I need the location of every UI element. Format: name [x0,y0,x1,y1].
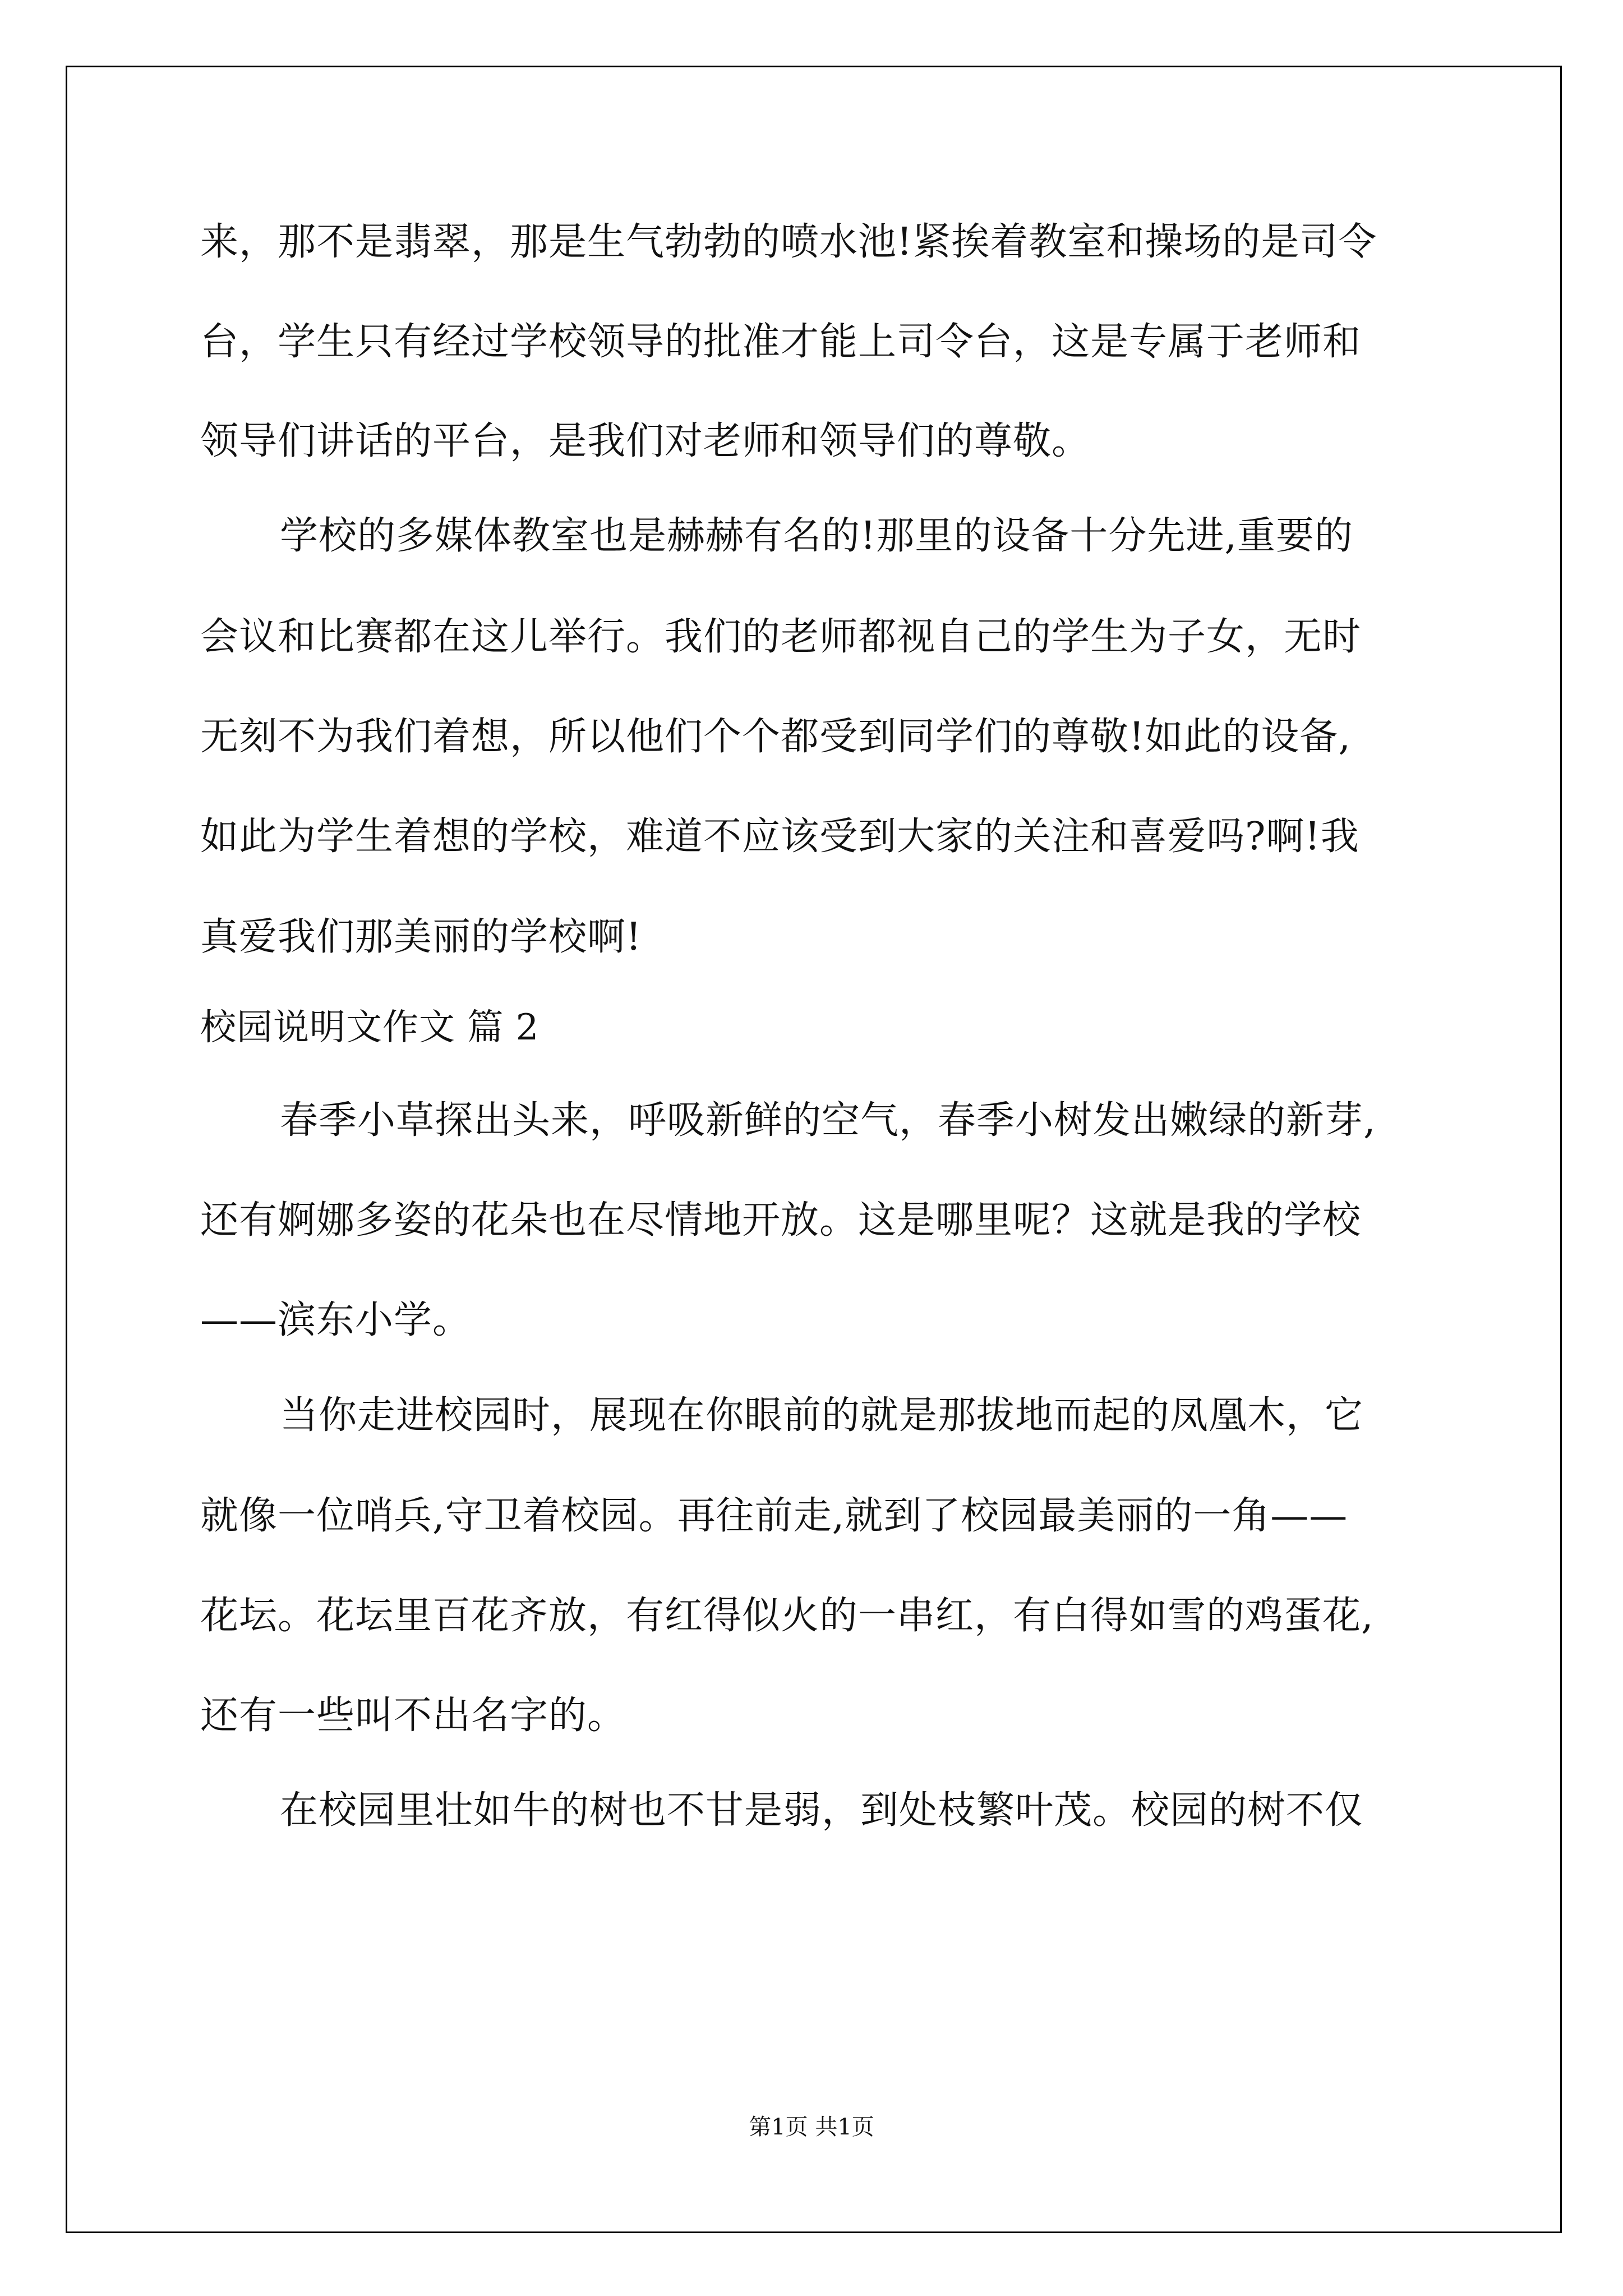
text-line: 无刻不为我们着想，所以他们个个都受到同学们的尊敬!如此的设备, [200,715,1351,759]
paragraph-first-line: 春季小草探出头来，呼吸新鲜的空气，春季小树发出嫩绿的新芽, [280,1098,1376,1143]
paragraph-first-line: 学校的多媒体教室也是赫赫有名的!那里的设备十分先进,重要的 [280,514,1353,558]
text-line: 真爱我们那美丽的学校啊! [200,915,642,959]
page-footer: 第1页 共1页 [749,2114,874,2140]
paragraph-first-line: 在校园里壮如牛的树也不甘是弱，到处枝繁叶茂。校园的树不仅 [280,1788,1364,1833]
text-line: 会议和比赛都在这儿举行。我们的老师都视自己的学生为子女，无时 [200,615,1362,659]
text-line: 如此为学生着想的学校，难道不应该受到大家的关注和喜爱吗?啊!我 [200,815,1359,859]
text-line: ——滨东小学。 [200,1298,472,1342]
text-line: 就像一位哨兵,守卫着校园。再往前走,就到了校园最美丽的一角—— [200,1494,1348,1538]
text-line: 来，那不是翡翠，那是生气勃勃的喷水池!紧挨着教室和操场的是司令 [200,220,1377,264]
paragraph-first-line: 当你走进校园时，展现在你眼前的就是那拔地而起的凤凰木，它 [280,1393,1364,1438]
text-line: 台，学生只有经过学校领导的批准才能上司令台，这是专属于老师和 [200,320,1362,364]
page-border [66,66,1562,2233]
text-line: 领导们讲话的平台，是我们对老师和领导们的尊敬。 [200,419,1091,463]
section-heading: 校园说明文作文 篇 2 [200,1007,540,1048]
text-line: 还有一些叫不出名字的。 [200,1694,626,1738]
text-line: 花坛。花坛里百花齐放，有红得似火的一串红，有白得如雪的鸡蛋花, [200,1594,1374,1638]
text-line: 还有婀娜多姿的花朵也在尽情地开放。这是哪里呢？这就是我的学校 [200,1198,1362,1243]
